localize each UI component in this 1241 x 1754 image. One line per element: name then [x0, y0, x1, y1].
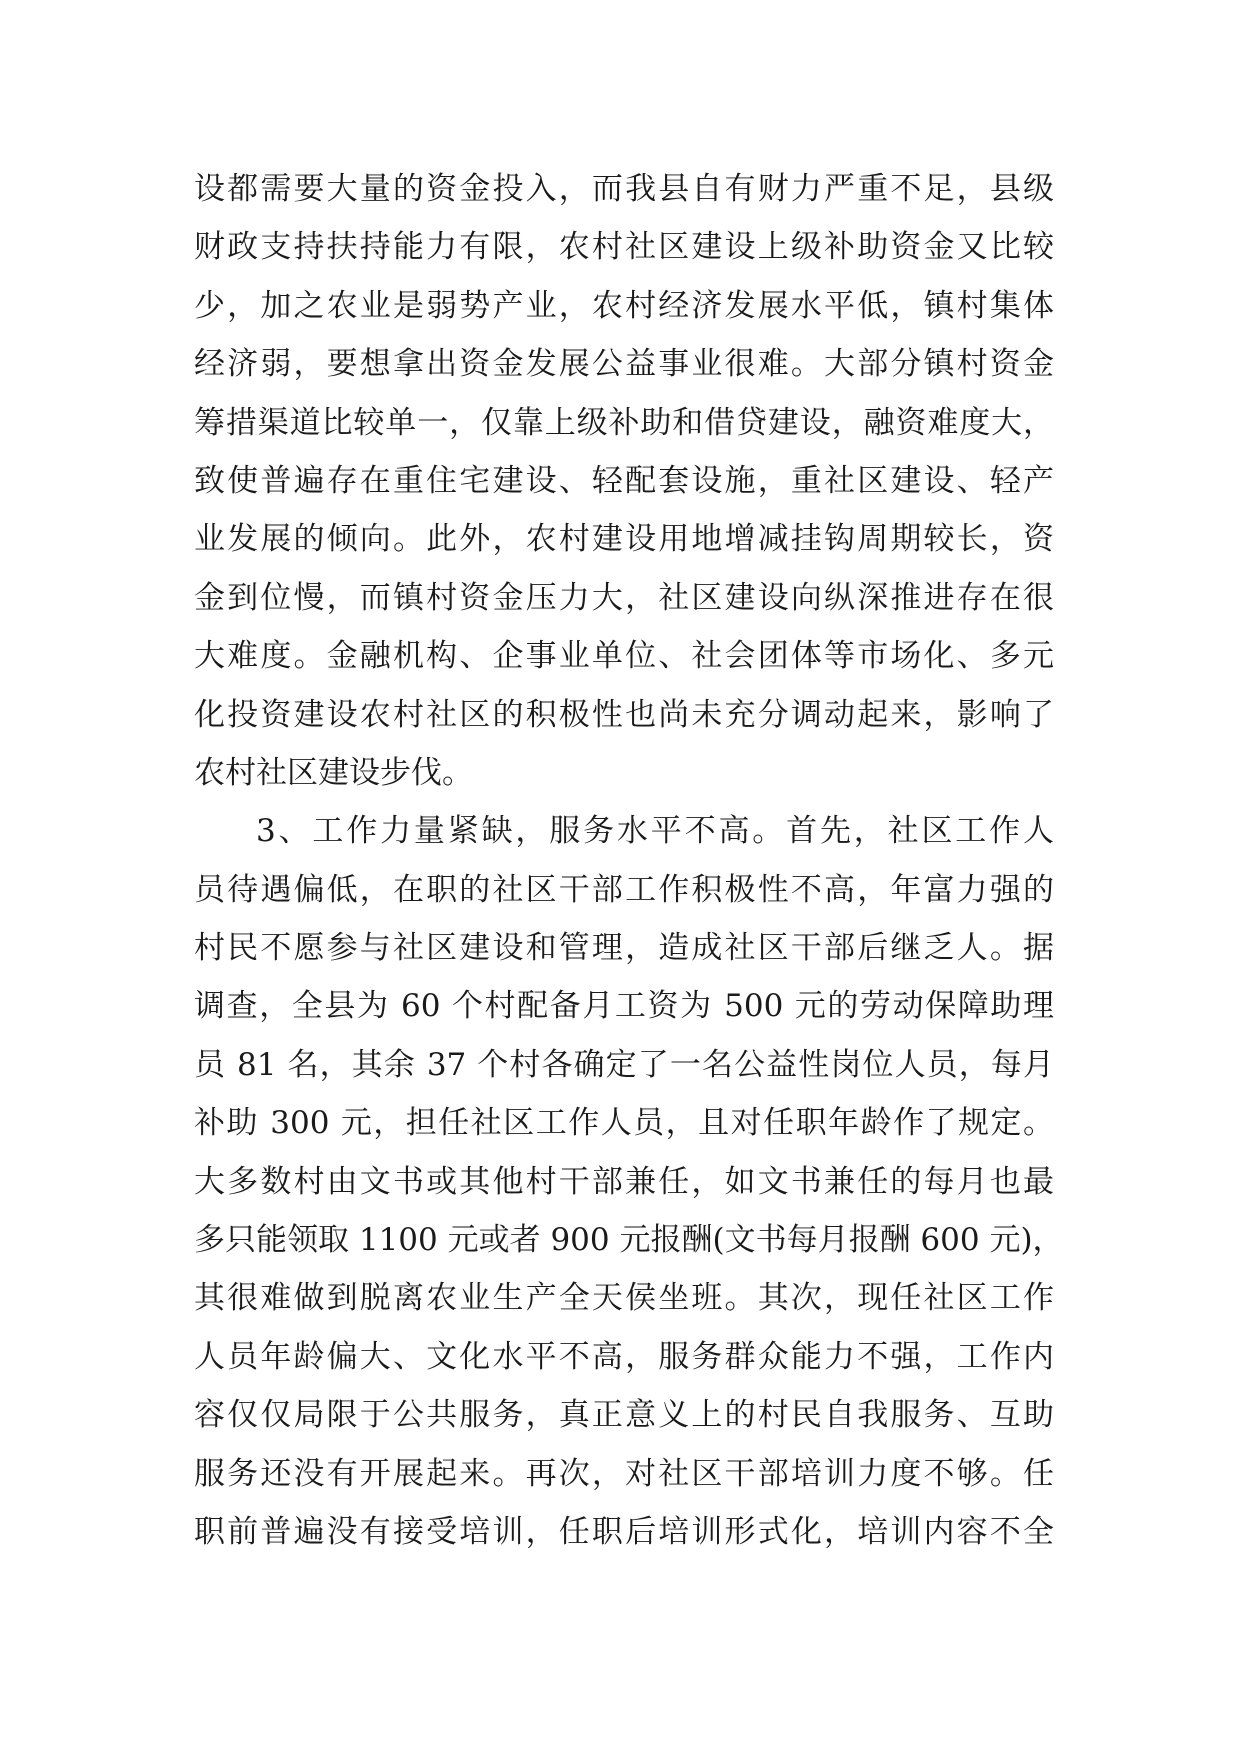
- text-line: 致使普遍存在重住宅建设、轻配套设施，重社区建设、轻产: [194, 462, 1054, 499]
- text-line: 调查，全县为 60 个村配备月工资为 500 元的劳动保障助理: [194, 988, 1054, 1025]
- text-line: 筹措渠道比较单一，仅靠上级补助和借贷建设，融资难度大，: [194, 404, 1054, 441]
- text-line: 村民不愿参与社区建设和管理，造成社区干部后继乏人。据: [194, 930, 1054, 967]
- text-line: 多只能领取 1100 元或者 900 元报酬(文书每月报酬 600 元)，: [194, 1222, 1064, 1259]
- text-line: 少，加之农业是弱势产业，农村经济发展水平低，镇村集体: [194, 287, 1054, 324]
- text-line: 经济弱，要想拿出资金发展公益事业很难。大部分镇村资金: [194, 346, 1054, 383]
- text-line: 员 81 名，其余 37 个村各确定了一名公益性岗位人员，每月: [194, 1046, 1054, 1083]
- text-line: 设都需要大量的资金投入，而我县自有财力严重不足，县级: [194, 171, 1054, 207]
- text-line: 容仅仅局限于公共服务，真正意义上的村民自我服务、互助: [194, 1397, 1054, 1434]
- text-line: 员待遇偏低，在职的社区干部工作积极性不高，年富力强的: [194, 871, 1054, 908]
- text-line: 补助 300 元，担任社区工作人员，且对任职年龄作了规定。: [194, 1105, 1054, 1142]
- text-line: 大多数村由文书或其他村干部兼任，如文书兼任的每月也最: [194, 1163, 1054, 1200]
- text-line: 其很难做到脱离农业生产全天侯坐班。其次，现任社区工作: [194, 1280, 1054, 1317]
- text-line: 化投资建设农村社区的积极性也尚未充分调动起来，影响了: [194, 696, 1054, 733]
- text-line: 财政支持扶持能力有限，农村社区建设上级补助资金又比较: [194, 229, 1054, 266]
- paragraph-last-line: 农村社区建设步伐。: [194, 754, 473, 791]
- text-line: 金到位慢，而镇村资金压力大，社区建设向纵深推进存在很: [194, 579, 1054, 616]
- text-line: 大难度。金融机构、企事业单位、社会团体等市场化、多元: [194, 638, 1054, 675]
- text-line: 职前普遍没有接受培训，任职后培训形式化，培训内容不全: [194, 1513, 1054, 1550]
- text-line: 业发展的倾向。此外，农村建设用地增减挂钩周期较长，资: [194, 521, 1054, 558]
- section-heading-line: 3、工作力量紧缺，服务水平不高。首先，社区工作人: [256, 813, 1054, 850]
- text-line: 人员年龄偏大、文化水平不高，服务群众能力不强，工作内: [194, 1338, 1054, 1375]
- body-text: [194, 160, 1064, 1561]
- text-line: 服务还没有开展起来。再次，对社区干部培训力度不够。任: [194, 1455, 1054, 1492]
